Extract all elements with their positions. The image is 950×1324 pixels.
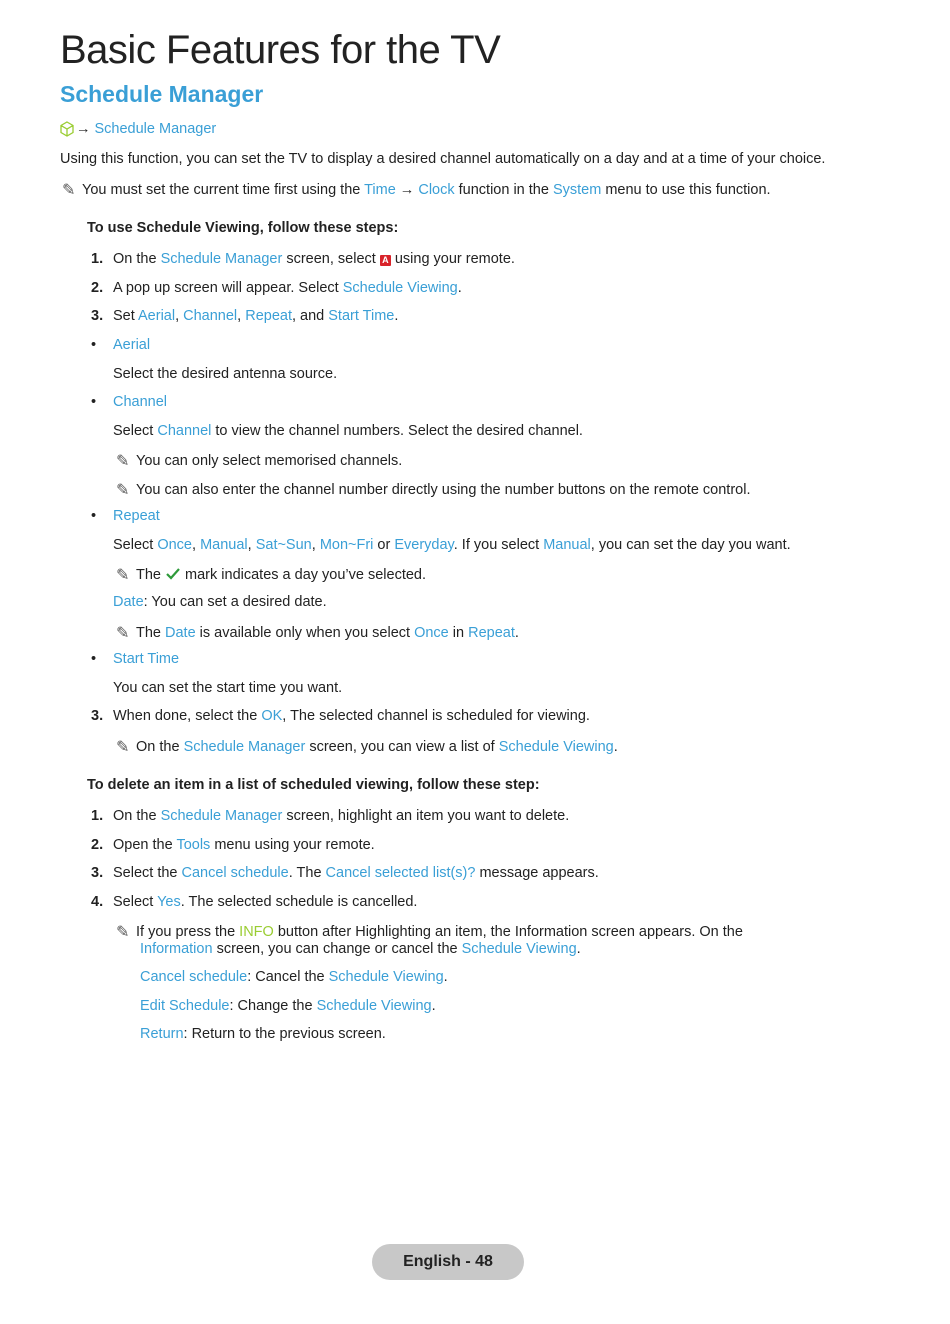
delete-step-4: 4. Select Yes. The selected schedule is cancelled. (91, 894, 418, 910)
note-time: ✎ You must set the current time first using the Time → Clock function in the System menu to use this function. (62, 182, 771, 199)
step-1: 1. On the Schedule Manager screen, select A using your remote. (91, 251, 515, 267)
note-icon: ✎ (116, 482, 130, 499)
bullet-channel: • Channel (91, 394, 168, 410)
channel-desc: Select Channel to view the channel numbers. Select the desired channel. (113, 423, 583, 439)
menu-path-arrow: → (76, 121, 91, 137)
step-2: 2. A pop up screen will appear. Select Schedule Viewing. (91, 280, 462, 296)
note-icon: ✎ (116, 625, 130, 642)
aerial-desc: Select the desired antenna source. (113, 366, 338, 382)
bullet: • (91, 651, 97, 667)
note-icon: ✎ (62, 182, 76, 199)
repeat-check-note: ✎ The mark indicates a day you’ve selected. (116, 567, 427, 584)
option-cancel-schedule: Cancel schedule: Cancel the Schedule Viewing. (140, 969, 448, 985)
bullet: • (91, 337, 97, 353)
bullet: • (91, 508, 97, 524)
checkmark-icon (165, 567, 181, 581)
page-number-badge: English - 48 (372, 1244, 524, 1280)
delete-step-3: 3. Select the Cancel schedule. The Cancel selected list(s)? message appears. (91, 865, 599, 881)
repeat-desc: Select Once, Manual, Sat~Sun, Mon~Fri or Everyday. If you select Manual, you can set the day you want. (113, 537, 791, 553)
start-time-desc: You can set the start time you want. (113, 680, 343, 696)
note-icon: ✎ (116, 567, 130, 584)
step-done-note: ✎ On the Schedule Manager screen, you can view a list of Schedule Viewing. (116, 739, 618, 756)
delete-heading: To delete an item in a list of scheduled viewing, follow these step: (87, 777, 540, 793)
date-desc: Date: You can set a desired date. (113, 594, 327, 610)
note-icon: ✎ (116, 739, 130, 756)
note-icon: ✎ (116, 453, 130, 470)
step-done: 3. When done, select the OK, The selected channel is scheduled for viewing. (91, 708, 590, 724)
bullet-repeat: • Repeat (91, 508, 160, 524)
home-icon (60, 121, 74, 137)
delete-step-1: 1. On the Schedule Manager screen, highlight an item you want to delete. (91, 808, 570, 824)
bullet: • (91, 394, 97, 410)
channel-note-1: ✎ You can only select memorised channels. (116, 453, 403, 470)
channel-note-2: ✎ You can also enter the channel number directly using the number buttons on the remote control. (116, 482, 751, 499)
date-note: ✎ The Date is available only when you select Once in Repeat. (116, 625, 519, 642)
menu-path-label: Schedule Manager (94, 121, 217, 137)
bullet-aerial: • Aerial (91, 337, 151, 353)
page-title: Basic Features for the TV (60, 28, 501, 72)
viewing-heading: To use Schedule Viewing, follow these steps: (87, 220, 399, 236)
option-edit-schedule: Edit Schedule: Change the Schedule Viewing. (140, 998, 436, 1014)
menu-path (60, 121, 216, 137)
delete-step-2: 2. Open the Tools menu using your remote. (91, 837, 375, 853)
red-a-button-icon: A (380, 255, 391, 266)
option-return: Return: Return to the previous screen. (140, 1026, 386, 1042)
section-title: Schedule Manager (60, 81, 264, 107)
step-3: 3. Set Aerial, Channel, Repeat, and Start Time. (91, 308, 399, 324)
delete-note-cont: Information screen, you can change or cancel the Schedule Viewing. (140, 941, 581, 957)
intro-text: Using this function, you can set the TV to display a desired channel automatically on a day and at a time of your choice. (60, 151, 826, 167)
delete-note: ✎ If you press the INFO button after Highlighting an item, the Information screen appears. On the (116, 924, 743, 941)
note-icon: ✎ (116, 924, 130, 941)
bullet-start-time: • Start Time (91, 651, 180, 667)
